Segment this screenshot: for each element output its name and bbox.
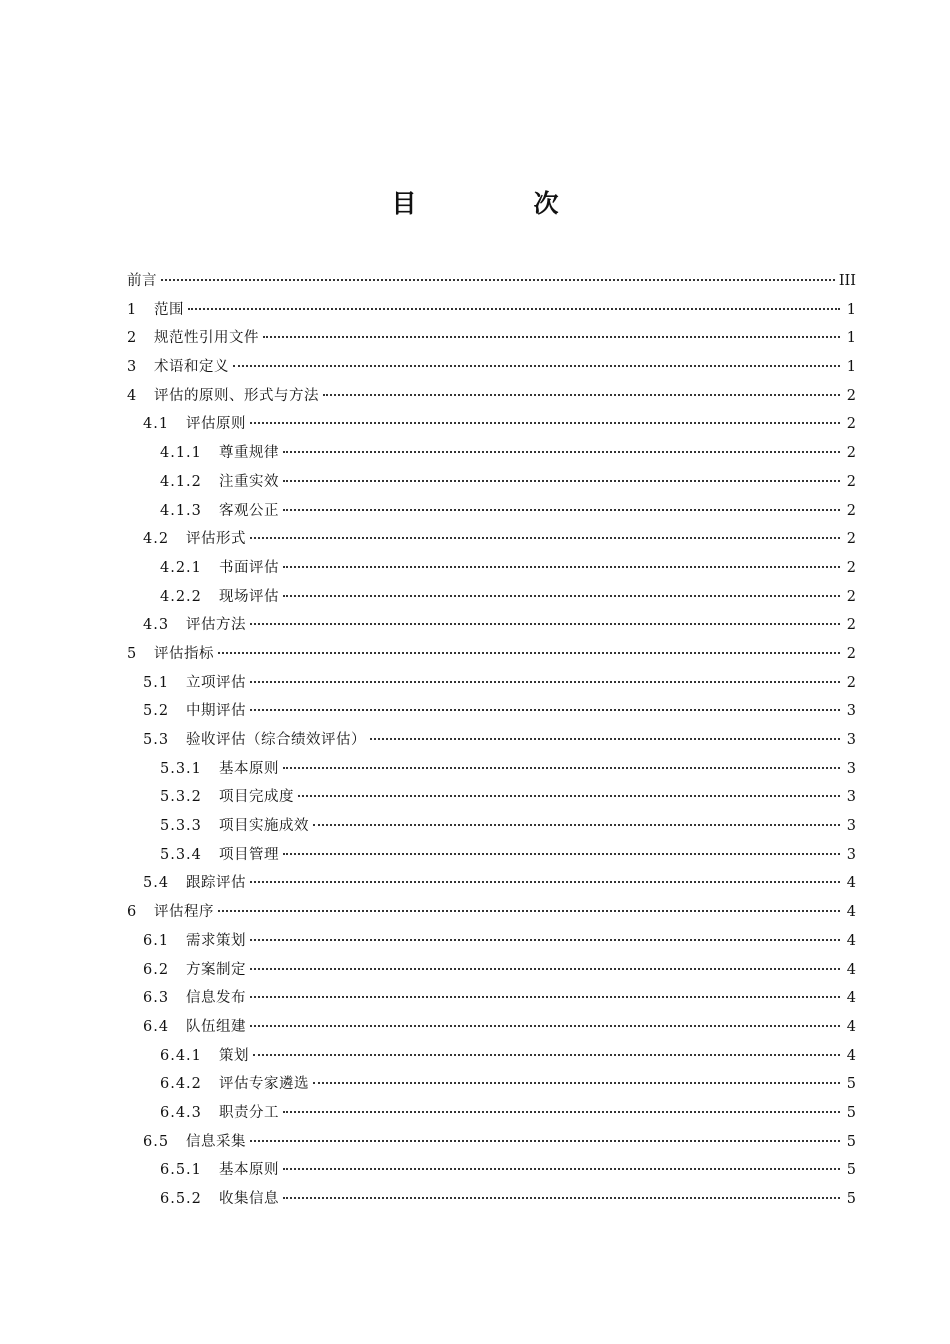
toc-entry-page: 2 [846,502,856,519]
toc-entry[interactable] [127,324,856,353]
table-of-contents [127,267,856,1214]
toc-entry-page: 1 [846,301,856,318]
toc-entry[interactable] [127,611,856,640]
toc-dot-leader [313,824,840,826]
toc-entry-number: 6.1 [143,932,170,949]
toc-entry[interactable] [127,927,856,956]
toc-entry-page: 4 [846,875,856,892]
toc-entry[interactable] [127,640,856,669]
toc-dot-leader [161,279,835,281]
toc-entry[interactable] [127,554,856,583]
toc-entry-label: 项目完成度 [219,789,294,806]
toc-dot-leader [250,968,840,970]
toc-entry-number: 4.2.1 [160,559,202,576]
toc-entry[interactable] [127,497,856,526]
toc-dot-leader [263,336,840,338]
toc-entry[interactable] [127,410,856,439]
toc-dot-leader [250,709,840,711]
toc-entry-number: 2 [127,330,138,347]
toc-entry-page: 3 [846,818,856,835]
toc-entry-page: 5 [846,1133,856,1150]
toc-entry-number: 4.1 [143,416,170,433]
toc-entry-label: 现场评估 [219,588,279,605]
toc-entry-label: 需求策划 [186,932,246,949]
toc-entry-number: 4 [127,387,138,404]
toc-entry-number: 6.3 [143,990,170,1007]
toc-entry-label: 策划 [219,1047,249,1064]
toc-entry-label: 立项评估 [186,674,246,691]
toc-entry-number: 5 [127,645,138,662]
toc-dot-leader [250,996,840,998]
toc-entry-label: 尊重规律 [219,445,279,462]
toc-dot-leader [218,652,840,654]
toc-dot-leader [283,451,840,453]
toc-dot-leader [250,881,840,883]
toc-entry[interactable] [127,1156,856,1185]
toc-entry-page: 4 [846,990,856,1007]
toc-dot-leader [283,1168,840,1170]
toc-dot-leader [323,394,840,396]
toc-entry-number: 4.1.2 [160,473,202,490]
toc-entry-page: 4 [846,904,856,921]
toc-dot-leader [313,1082,840,1084]
toc-entry-label: 项目实施成效 [219,818,309,835]
toc-entry[interactable] [127,439,856,468]
toc-entry-page: 5 [846,1162,856,1179]
toc-dot-leader [250,1140,840,1142]
toc-entry[interactable] [127,984,856,1013]
toc-entry-number: 4.1.1 [160,445,202,462]
toc-entry[interactable] [127,583,856,612]
toc-entry-page: 1 [846,330,856,347]
toc-entry-page: 3 [846,732,856,748]
toc-entry-label: 评估原则 [186,416,246,433]
toc-entry-number: 4.2 [143,531,170,548]
toc-entry-number: 6.4.1 [160,1047,202,1064]
toc-dot-leader [250,939,840,941]
toc-dot-leader [188,308,840,310]
toc-entry-page: 3 [846,760,856,777]
toc-entry-label: 信息发布 [186,990,246,1007]
toc-entry-number: 4.1.3 [160,502,202,519]
toc-entry-page: 2 [846,416,856,433]
toc-entry-page: 2 [846,387,856,404]
toc-entry-label: 中期评估 [186,703,246,720]
toc-entry-label: 职责分工 [219,1104,279,1121]
toc-entry-number: 3 [127,359,138,376]
toc-dot-leader [250,681,840,683]
toc-dot-leader [250,1025,840,1027]
toc-entry-number: 6.5.1 [160,1162,202,1179]
toc-entry-label: 评估形式 [186,531,246,548]
toc-entry-page: 2 [846,588,856,605]
toc-entry-page: 1 [846,359,856,376]
toc-dot-leader [250,623,840,625]
toc-entry-page: 3 [846,789,856,806]
toc-entry[interactable] [127,697,856,726]
toc-entry[interactable] [127,812,856,841]
toc-entry-label: 评估的原则、形式与方法 [154,387,319,404]
toc-entry[interactable] [127,755,856,784]
toc-dot-leader [370,738,840,740]
toc-entry-label: 项目管理 [219,846,279,863]
toc-entry-page: 2 [846,617,856,634]
toc-entry-label: 术语和定义 [154,359,229,376]
toc-entry-page: 3 [846,846,856,863]
toc-entry[interactable] [127,783,856,812]
toc-entry-number: 4.3 [143,617,170,634]
toc-dot-leader [283,480,840,482]
toc-entry[interactable] [127,841,856,870]
toc-dot-leader [253,1054,840,1056]
toc-entry-label: 基本原则 [219,1162,279,1179]
toc-entry-label: 方案制定 [186,961,246,978]
toc-entry-label: 评估指标 [154,645,214,662]
toc-dot-leader [283,595,840,597]
toc-entry-page: 2 [846,645,856,662]
toc-entry-number: 6.4.3 [160,1104,202,1121]
toc-entry[interactable] [127,1185,856,1214]
toc-entry-label: 范围 [154,301,184,318]
toc-entry-number: 5.3.1 [160,760,202,777]
toc-entry-label: 评估程序 [154,904,214,921]
toc-entry[interactable] [127,1128,856,1157]
toc-entry-label: 注重实效 [219,473,279,490]
toc-entry[interactable] [127,956,856,985]
toc-entry-number: 6.4 [143,1018,170,1035]
toc-entry-page: 2 [846,473,856,490]
toc-dot-leader [250,422,840,424]
toc-entry[interactable] [127,869,856,898]
toc-entry-label: 基本原则 [219,760,279,777]
toc-entry[interactable] [127,267,856,296]
toc-entry-page: 2 [846,674,856,691]
toc-entry[interactable] [127,898,856,927]
toc-entry-number: 1 [127,301,138,318]
toc-entry-page: 4 [846,1018,856,1035]
toc-entry-page: 2 [846,559,856,576]
toc-entry-label: 跟踪评估 [186,875,246,892]
toc-dot-leader [250,537,840,539]
toc-entry-number: 4.2.2 [160,588,202,605]
toc-entry-label: 验收评估（综合绩效评估） [186,732,366,748]
toc-entry-page: 2 [846,531,856,548]
toc-entry-label: 客观公正 [219,502,279,519]
toc-entry-label: 书面评估 [219,559,279,576]
toc-entry-page: III [838,273,856,289]
toc-entry-label: 队伍组建 [186,1018,246,1035]
toc-entry-number: 6.4.2 [160,1076,202,1093]
toc-entry-label: 前言 [127,273,157,289]
toc-entry[interactable] [127,296,856,325]
toc-dot-leader [283,566,840,568]
toc-entry[interactable] [127,1013,856,1042]
toc-entry-label: 信息采集 [186,1133,246,1150]
toc-entry-number: 5.4 [143,875,170,892]
toc-entry[interactable] [127,353,856,382]
toc-entry-page: 2 [846,445,856,462]
toc-entry-number: 5.3 [143,732,170,748]
toc-entry[interactable] [127,382,856,411]
toc-entry-number: 5.2 [143,703,170,720]
toc-entry-page: 4 [846,932,856,949]
toc-entry[interactable] [127,1042,856,1071]
toc-entry[interactable] [127,669,856,698]
toc-entry-number: 6.2 [143,961,170,978]
toc-dot-leader [283,1197,840,1199]
toc-entry-page: 5 [846,1076,856,1093]
toc-entry-number: 5.3.2 [160,789,202,806]
toc-dot-leader [218,910,840,912]
toc-entry-page: 3 [846,703,856,720]
toc-entry-number: 5.1 [143,674,170,691]
toc-entry-page: 4 [846,1047,856,1064]
toc-entry-page: 5 [846,1104,856,1121]
page-title: 目 次 [391,189,605,218]
toc-entry[interactable] [127,726,856,755]
toc-entry-label: 收集信息 [219,1191,279,1207]
toc-entry[interactable] [127,468,856,497]
toc-entry-number: 6.5 [143,1133,170,1150]
toc-dot-leader [298,795,840,797]
toc-entry-number: 6.5.2 [160,1191,202,1207]
toc-dot-leader [283,853,840,855]
toc-dot-leader [283,1111,840,1113]
toc-entry-page: 4 [846,961,856,978]
toc-dot-leader [283,509,840,511]
toc-entry-number: 5.3.3 [160,818,202,835]
toc-entry[interactable] [127,1099,856,1128]
toc-entry-label: 评估专家遴选 [219,1076,309,1093]
toc-dot-leader [233,365,840,367]
toc-dot-leader [283,767,840,769]
toc-entry-label: 评估方法 [186,617,246,634]
toc-entry-number: 5.3.4 [160,846,202,863]
toc-entry-label: 规范性引用文件 [154,330,259,347]
toc-entry-page: 5 [846,1191,856,1207]
toc-entry[interactable] [127,1070,856,1099]
toc-entry[interactable] [127,525,856,554]
toc-entry-number: 6 [127,904,138,921]
